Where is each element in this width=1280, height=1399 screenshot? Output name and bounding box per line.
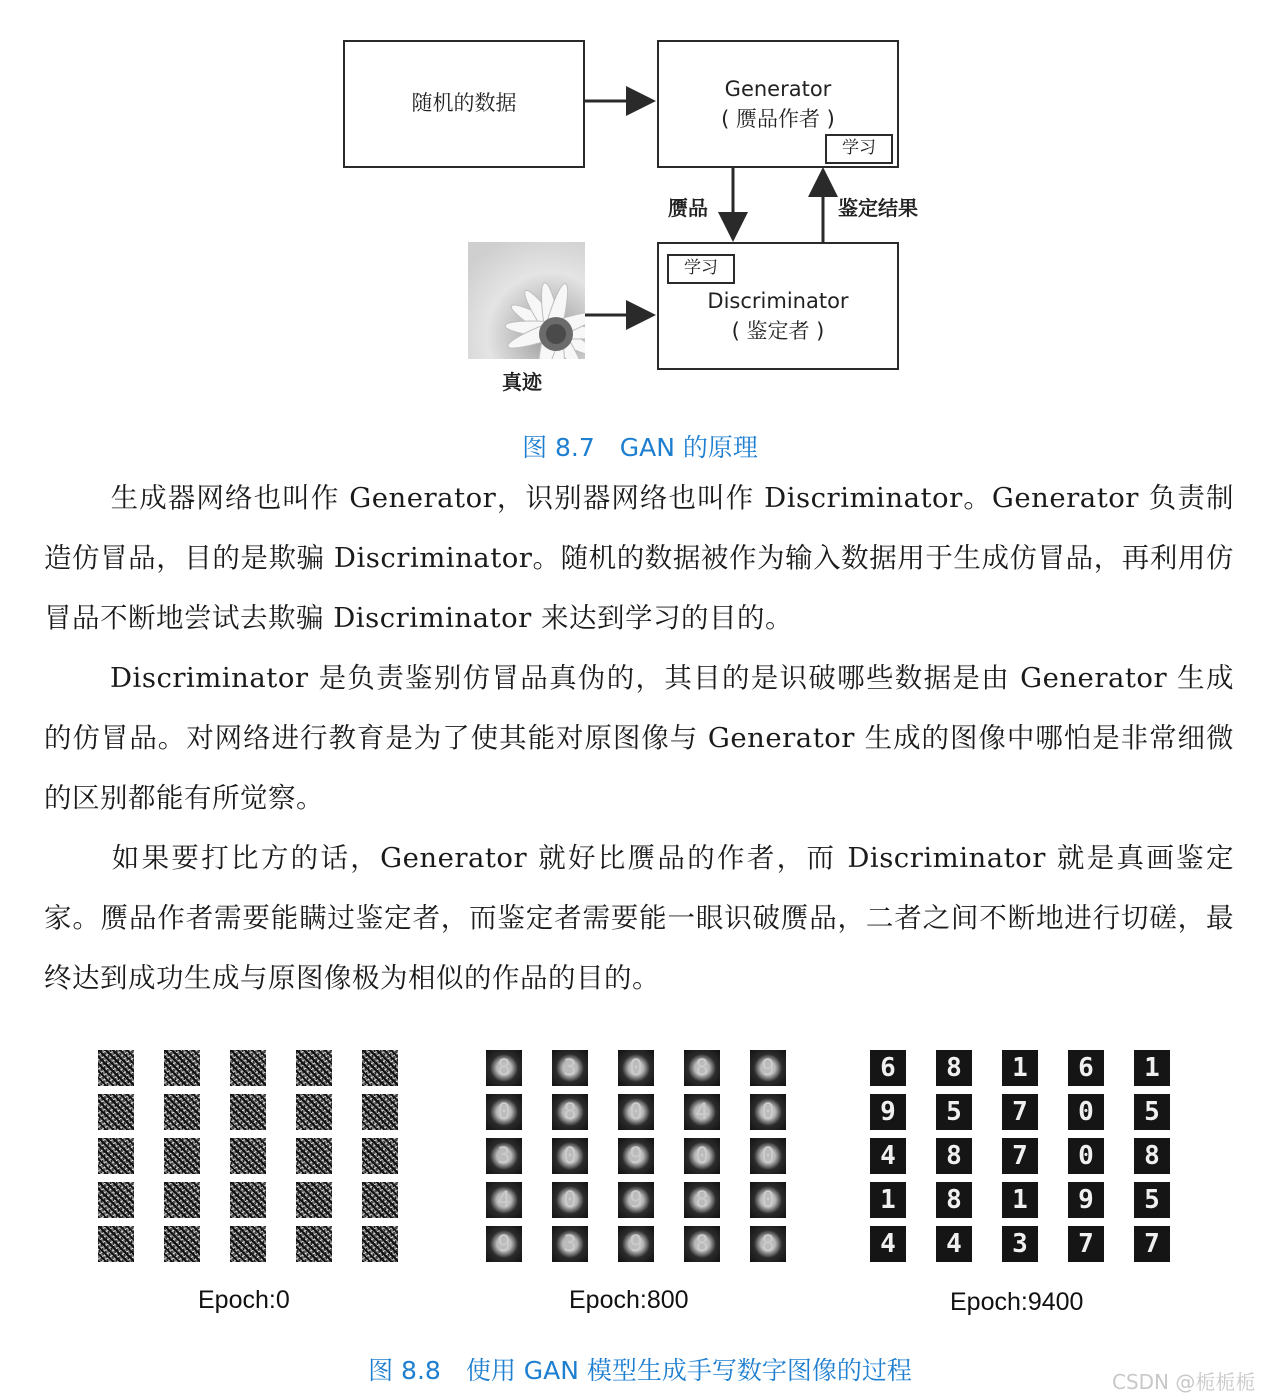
epoch800-sample: 0: [552, 1182, 588, 1218]
epoch0-sample: [362, 1094, 398, 1130]
epoch0-sample: [230, 1226, 266, 1262]
discriminator-box: [657, 242, 899, 370]
epoch0-sample: [98, 1182, 134, 1218]
epoch9400-sample: 7: [1002, 1138, 1038, 1174]
epoch0-sample: [98, 1050, 134, 1086]
epoch800-sample: 8: [552, 1094, 588, 1130]
epoch800-sample: 8: [684, 1182, 720, 1218]
random-data-box: [343, 40, 585, 168]
epoch0-sample: [164, 1050, 200, 1086]
epoch800-sample: 0: [750, 1094, 786, 1130]
epoch0-sample: [230, 1138, 266, 1174]
epoch9400-grid: [870, 1050, 1170, 1262]
epoch9400-sample: 7: [1002, 1094, 1038, 1130]
epoch0-sample: [98, 1094, 134, 1130]
epoch800-sample: 0: [552, 1138, 588, 1174]
epoch0-sample: [164, 1094, 200, 1130]
real-image-flower: [468, 242, 585, 359]
epoch9400-sample: 9: [1068, 1182, 1104, 1218]
epoch9400-sample: 4: [936, 1226, 972, 1262]
epoch800-sample: 0: [684, 1138, 720, 1174]
epoch9400-sample: 1: [870, 1182, 906, 1218]
generator-learn-tag: 学习: [825, 134, 893, 164]
epoch0-sample: [98, 1226, 134, 1262]
epoch9400-sample: 7: [1134, 1226, 1170, 1262]
epoch9400-sample: 3: [1002, 1226, 1038, 1262]
epoch800-grid: [486, 1050, 786, 1262]
epoch800-sample: 0: [486, 1094, 522, 1130]
epoch800-label: Epoch:800: [569, 1286, 689, 1314]
epoch9400-sample: 1: [1002, 1182, 1038, 1218]
epoch800-sample: 8: [684, 1226, 720, 1262]
epoch0-sample: [362, 1050, 398, 1086]
epoch800-sample: 8: [684, 1050, 720, 1086]
arrow-result-label: 鉴定结果: [838, 196, 918, 220]
epoch9400-sample: 1: [1134, 1050, 1170, 1086]
epoch800-sample: 9: [618, 1138, 654, 1174]
diagram-arrows: [0, 0, 1280, 420]
epoch9400-sample: 5: [1134, 1094, 1170, 1130]
generator-box: [657, 40, 899, 168]
epoch0-sample: [296, 1050, 332, 1086]
generator-title: Generator: [724, 77, 832, 101]
epoch0-sample: [296, 1182, 332, 1218]
epoch9400-sample: 1: [1002, 1050, 1038, 1086]
epoch800-sample: 8: [750, 1226, 786, 1262]
random-data-label: 随机的数据: [411, 91, 517, 115]
paragraph-2: [44, 648, 1234, 828]
discriminator-learn-tag: 学习: [667, 254, 735, 284]
epoch9400-sample: 6: [870, 1050, 906, 1086]
csdn-watermark: CSDN @栀栀栀: [1112, 1370, 1256, 1394]
epoch800-sample: 4: [684, 1094, 720, 1130]
paragraph-3-text: 如果要打比方的话，Generator 就好比赝品的作者，而 Discriminator 就是真画鉴定家。赝品作者需要能瞒过鉴定者，而鉴定者需要能一眼识破赝品，二者之间不断地进行切磋，最终达到成功生成与原图像极为相似的作品的目的。: [44, 842, 1234, 994]
epoch9400-sample: 8: [936, 1138, 972, 1174]
epoch800-sample: 3: [552, 1050, 588, 1086]
epoch9400-sample: 4: [870, 1138, 906, 1174]
epoch9400-sample: 0: [1068, 1138, 1104, 1174]
paragraph-3: [44, 828, 1234, 1008]
epoch0-sample: [296, 1138, 332, 1174]
epoch9400-sample: 8: [936, 1050, 972, 1086]
paragraph-1: [44, 468, 1234, 648]
epoch9400-sample: 8: [936, 1182, 972, 1218]
epoch9400-sample: 6: [1068, 1050, 1104, 1086]
epoch9400-sample: 0: [1068, 1094, 1104, 1130]
epoch0-sample: [98, 1138, 134, 1174]
epoch800-sample: 0: [618, 1050, 654, 1086]
epoch0-sample: [296, 1094, 332, 1130]
epoch800-sample: 8: [486, 1050, 522, 1086]
epoch800-sample: 9: [618, 1226, 654, 1262]
epoch800-sample: 4: [486, 1182, 522, 1218]
epoch800-sample: 9: [618, 1182, 654, 1218]
epoch9400-sample: 5: [1134, 1182, 1170, 1218]
paragraph-1-text: 生成器网络也叫作 Generator，识别器网络也叫作 Discriminator。Generator 负责制造仿冒品，目的是欺骗 Discriminator。随机的数据被作为输入数据用于生成仿冒品，再利用仿冒品不断地尝试去欺骗 Discriminator 来达到学习的目的。: [44, 482, 1234, 634]
epoch0-sample: [362, 1182, 398, 1218]
epoch0-sample: [362, 1226, 398, 1262]
epoch0-sample: [164, 1138, 200, 1174]
epoch9400-sample: 7: [1068, 1226, 1104, 1262]
epoch800-sample: 0: [750, 1182, 786, 1218]
epoch0-sample: [230, 1050, 266, 1086]
epoch0-label: Epoch:0: [198, 1286, 290, 1314]
discriminator-subtitle: ( 鉴定者 ): [731, 319, 825, 343]
epoch0-sample: [296, 1226, 332, 1262]
generator-subtitle: ( 赝品作者 ): [721, 107, 835, 131]
paragraph-2-text: Discriminator 是负责鉴别仿冒品真伪的，其目的是识破哪些数据是由 Generator 生成的仿冒品。对网络进行教育是为了使其能对原图像与 Generator 生成的图像中哪怕是非常细微的区别都能有所觉察。: [44, 662, 1234, 814]
epoch800-sample: 0: [618, 1094, 654, 1130]
epoch0-sample: [362, 1138, 398, 1174]
epoch800-sample: 3: [552, 1226, 588, 1262]
discriminator-title: Discriminator: [707, 289, 849, 313]
epoch9400-sample: 8: [1134, 1138, 1170, 1174]
real-image-label: 真迹: [502, 370, 542, 394]
epoch0-grid: [98, 1050, 398, 1262]
epoch0-sample: [230, 1182, 266, 1218]
epoch9400-sample: 5: [936, 1094, 972, 1130]
figure1-caption: 图 8.7 GAN 的原理: [522, 433, 758, 462]
arrow-forgery-label: 赝品: [668, 196, 708, 220]
epoch9400-sample: 9: [870, 1094, 906, 1130]
epoch0-sample: [164, 1182, 200, 1218]
epoch800-sample: 0: [750, 1138, 786, 1174]
epoch800-sample: 9: [486, 1226, 522, 1262]
epoch9400-sample: 4: [870, 1226, 906, 1262]
epoch9400-label: Epoch:9400: [950, 1288, 1084, 1316]
epoch800-sample: 9: [750, 1050, 786, 1086]
epoch800-sample: 3: [486, 1138, 522, 1174]
figure2-caption: 图 8.8 使用 GAN 模型生成手写数字图像的过程: [368, 1356, 912, 1385]
epoch0-sample: [164, 1226, 200, 1262]
epoch0-sample: [230, 1094, 266, 1130]
